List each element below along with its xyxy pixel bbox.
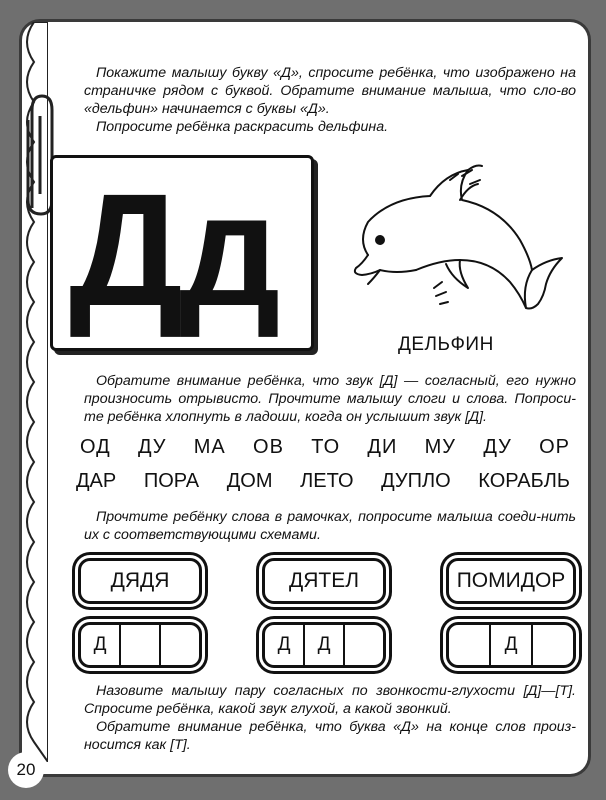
syllable: МА [193, 436, 226, 458]
outro-line: Обратите внимание ребёнка, что буква «Д» на конце слов произ-носится как [Т]. [84, 719, 576, 753]
syllable: ДУ [483, 436, 512, 458]
sound-scheme [446, 622, 576, 668]
syllable: ДУ [137, 436, 167, 458]
match-note-text: Прочтите ребёнку слова в рамочках, попросите малыша соеди-нить их с соответствующими схемами. [84, 509, 576, 543]
scheme-cell [531, 625, 573, 665]
word: ПОРА [143, 470, 200, 492]
word: ЛЕТО [300, 470, 354, 492]
word-box: ДЯДЯ [78, 558, 202, 604]
scheme-cell [449, 625, 489, 665]
page-number: 20 [8, 752, 44, 788]
scheme-cell [343, 625, 383, 665]
word-row [76, 470, 570, 493]
intro-line: Покажите малышу букву «Д», спросите ребёнка, что изображено на страничке рядом с буквой. Обратите внимание малыша, что сло-во «дельфин» начинается с буквы «Д». [84, 65, 576, 117]
sound-scheme [78, 622, 202, 668]
outro-line: Назовите малышу пару согласных по звонкости-глухости [Д]—[Т]. Спросите ребёнка, какой звук глухой, а какой звонкий. [84, 683, 576, 717]
letter-panel [50, 155, 314, 351]
word: КОРАБЛЬ [478, 470, 570, 492]
scheme-cell [119, 625, 159, 665]
syllable: ОД [80, 436, 111, 458]
scheme-cell: Д [93, 634, 107, 655]
scheme-cell: Д [277, 634, 291, 655]
syllable: ОВ [253, 436, 284, 458]
word: ДАР [76, 470, 117, 492]
word: ДУПЛО [381, 470, 451, 492]
sound-note-text: Обратите внимание ребёнка, что звук [Д] — согласный, его нужно произносить отрывисто. Прочтите малышу слоги и слова. Попроси-те ребёнка хлопнуть в ладоши, когда он услышит звук [Д]. [84, 373, 576, 425]
syllable-row [80, 436, 570, 459]
outro-text [84, 682, 576, 754]
syllable: ТО [311, 436, 341, 458]
big-letter: Дд [69, 160, 277, 339]
word: ДОМ [226, 470, 273, 492]
word-box: ПОМИДОР [446, 558, 576, 604]
syllable: ДИ [367, 436, 398, 458]
intro-line: Попросите ребёнка раскрасить дельфина. [96, 119, 389, 135]
picture-label: ДЕЛЬФИН [398, 334, 494, 355]
syllable: ОР [539, 436, 570, 458]
scheme-cell: Д [303, 625, 343, 665]
sound-scheme [262, 622, 386, 668]
scheme-cell: Д [489, 625, 531, 665]
dolphin-icon [350, 160, 565, 320]
word-box: ДЯТЕЛ [262, 558, 386, 604]
sound-note [84, 372, 576, 426]
intro-text [84, 64, 576, 136]
syllable: МУ [424, 436, 457, 458]
scheme-cell [159, 625, 199, 665]
match-note [84, 508, 576, 544]
